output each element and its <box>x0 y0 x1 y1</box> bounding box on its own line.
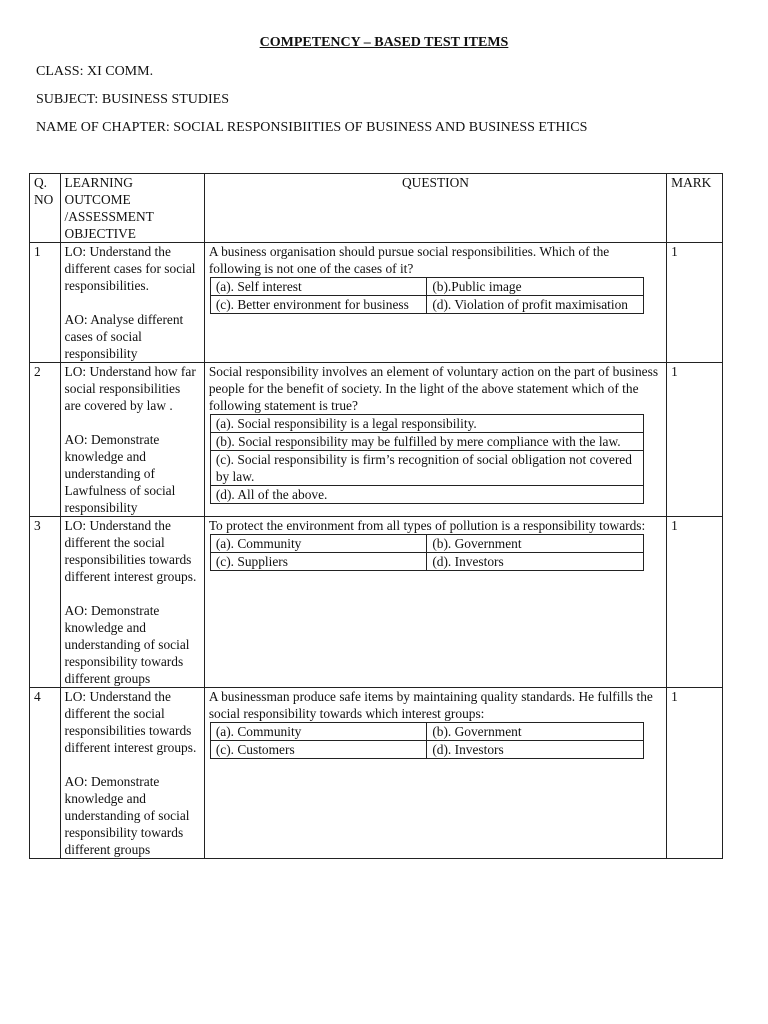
option-b: (b).Public image <box>427 278 644 296</box>
table-header-row <box>30 174 723 243</box>
mark-cell: 1 <box>667 517 723 688</box>
option-b: (b). Government <box>427 723 644 741</box>
question-number: 3 <box>30 517 61 688</box>
assessment-objective: AO: Analyse different cases of social responsibility <box>64 312 184 361</box>
table-row <box>30 243 723 363</box>
options-grid <box>210 277 644 314</box>
options-list <box>210 414 644 504</box>
option-b: (b). Government <box>427 535 644 553</box>
question-number: 1 <box>30 243 61 363</box>
option-c: (c). Customers <box>210 741 427 759</box>
learning-outcome: LO: Understand the different the social responsibilities towards different interest groups. <box>64 518 197 584</box>
header-mark: MARK <box>667 174 723 243</box>
document-title: COMPETENCY – BASED TEST ITEMS <box>259 35 509 50</box>
option-d: (d). Investors <box>427 741 644 759</box>
question-text: A business organisation should pursue social responsibilities. Which of the following is not one of the cases of it? <box>208 244 610 276</box>
option-c: (c). Suppliers <box>210 553 427 571</box>
option-d: (d). Violation of profit maximisation <box>427 296 644 314</box>
option-d: (d). All of the above. <box>210 486 643 504</box>
question-cell <box>204 363 666 517</box>
option-a: (a). Community <box>210 723 427 741</box>
learning-outcome: LO: Understand the different the social responsibilities towards different interest groups. <box>64 689 197 755</box>
table-row <box>30 517 723 688</box>
learning-outcome: LO: Understand the different cases for social responsibilities. <box>64 244 196 293</box>
option-a: (a). Social responsibility is a legal responsibility. <box>210 415 643 433</box>
question-text: To protect the environment from all types of pollution is a responsibility towards: <box>208 518 646 533</box>
option-a: (a). Community <box>210 535 427 553</box>
question-cell <box>204 517 666 688</box>
question-cell <box>204 243 666 363</box>
chapter-line: NAME OF CHAPTER: SOCIAL RESPONSIBIITIES OF BUSINESS AND BUSINESS ETHICS <box>36 120 588 135</box>
question-cell <box>204 688 666 859</box>
objective-cell <box>60 688 204 859</box>
options-grid <box>210 722 644 759</box>
question-text: A businessman produce safe items by maintaining quality standards. He fulfills the social responsibility towards which interest groups: <box>208 689 653 721</box>
header-objective: LEARNING OUTCOME /ASSESSMENT OBJECTIVE <box>60 174 204 243</box>
mark-cell: 1 <box>667 363 723 517</box>
learning-outcome: LO: Understand how far social responsibilities are covered by law . <box>64 364 196 413</box>
objective-cell <box>60 517 204 688</box>
test-items-table <box>29 173 723 859</box>
option-d: (d). Investors <box>427 553 644 571</box>
header-question: QUESTION <box>204 174 666 243</box>
assessment-objective: AO: Demonstrate knowledge and understanding of social responsibility towards different groups <box>64 774 190 857</box>
subject-line: SUBJECT: BUSINESS STUDIES <box>36 92 230 107</box>
option-b: (b). Social responsibility may be fulfilled by mere compliance with the law. <box>210 433 643 451</box>
option-c: (c). Social responsibility is firm’s recognition of social obligation not covered by law. <box>210 451 643 486</box>
header-qno: Q. NO <box>30 174 61 243</box>
mark-cell: 1 <box>667 243 723 363</box>
options-grid <box>210 534 644 571</box>
assessment-objective: AO: Demonstrate knowledge and understanding of social responsibility towards different groups <box>64 603 190 686</box>
table-row <box>30 688 723 859</box>
question-text: Social responsibility involves an element of voluntary action on the part of business people for the benefit of society. In the light of the above statement which of the following statement is true? <box>208 364 659 413</box>
mark-cell: 1 <box>667 688 723 859</box>
class-line: CLASS: XI COMM. <box>36 64 154 79</box>
objective-cell <box>60 243 204 363</box>
objective-cell <box>60 363 204 517</box>
question-number: 4 <box>30 688 61 859</box>
table-row <box>30 363 723 517</box>
assessment-objective: AO: Demonstrate knowledge and understanding of Lawfulness of social responsibility <box>64 432 176 515</box>
question-number: 2 <box>30 363 61 517</box>
option-a: (a). Self interest <box>210 278 427 296</box>
option-c: (c). Better environment for business <box>210 296 427 314</box>
